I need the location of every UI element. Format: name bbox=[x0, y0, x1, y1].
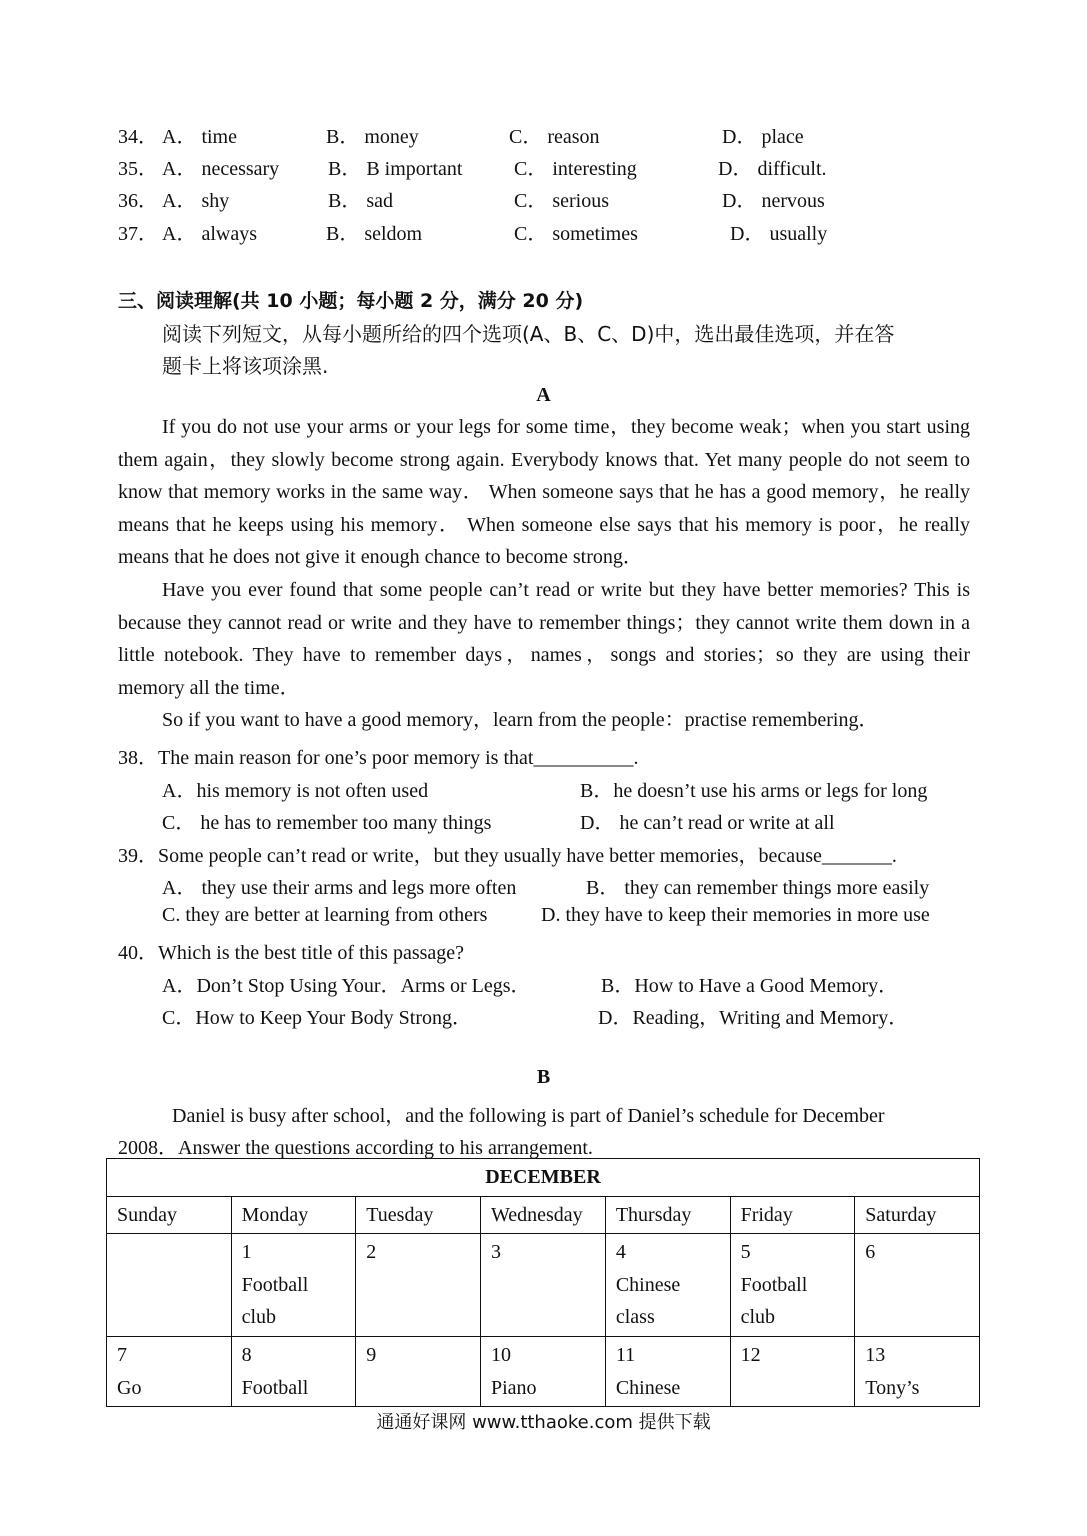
day-cell bbox=[356, 1336, 481, 1406]
weekday-cell: Friday bbox=[730, 1196, 855, 1234]
option-b: B． B important bbox=[328, 158, 463, 180]
option-d: D． difficult. bbox=[718, 158, 827, 180]
day-activity: Football bbox=[740, 1273, 808, 1296]
day-number: 8 bbox=[241, 1343, 252, 1366]
day-activity: Go bbox=[117, 1376, 142, 1399]
question-option: D． he can’t read or write at all bbox=[580, 812, 835, 834]
option-a: A． shy bbox=[162, 190, 230, 212]
day-cell bbox=[605, 1336, 730, 1406]
weekday-row bbox=[107, 1196, 980, 1234]
question-option: A．Don’t Stop Using Your．Arms or Legs． bbox=[162, 975, 531, 997]
option-a: A． time bbox=[162, 126, 237, 148]
calendar-month: DECEMBER bbox=[107, 1159, 980, 1197]
day-activity: Chinese bbox=[615, 1273, 681, 1296]
week-row bbox=[107, 1336, 980, 1406]
day-number: 12 bbox=[740, 1343, 761, 1366]
question-option: C． he has to remember too many things bbox=[162, 812, 492, 834]
passage-b-intro: Daniel is busy after school，and the following is part of Daniel’s schedule for December bbox=[172, 1105, 885, 1127]
question-stem: 40．Which is the best title of this passage? bbox=[118, 942, 465, 964]
day-cell bbox=[730, 1336, 855, 1406]
day-cell bbox=[855, 1234, 980, 1337]
question-option: B．he doesn’t use his arms or legs for long bbox=[580, 780, 928, 802]
day-number: 13 bbox=[865, 1343, 886, 1366]
question-option: D. they have to keep their memories in more use bbox=[541, 904, 930, 926]
page-footer: 通通好课网 www.tthaoke.com 提供下载 bbox=[376, 1412, 711, 1433]
passage-heading: A bbox=[536, 384, 551, 406]
paragraph: Have you ever found that some people can’t read or write but they have better memories? This is because they cannot read or write and they have to remember things；they cannot write them down in a little notebook. They have to remember days，names，songs and stories；so they are using their memory all the time． bbox=[118, 578, 970, 699]
weekday-cell: Thursday bbox=[605, 1196, 730, 1234]
question-stem: 39．Some people can’t read or write，but they usually have better memories，because_______. bbox=[118, 845, 897, 867]
question-option: B． they can remember things more easily bbox=[586, 877, 930, 899]
choice-number: 37． bbox=[118, 223, 158, 245]
day-number: 2 bbox=[366, 1241, 377, 1264]
day-cell bbox=[356, 1234, 481, 1337]
day-activity bbox=[117, 1301, 221, 1334]
day-cell bbox=[855, 1336, 980, 1406]
day-number: 6 bbox=[865, 1241, 876, 1264]
day-number: 7 bbox=[117, 1343, 127, 1366]
day-cell bbox=[107, 1336, 232, 1406]
day-activity: Chinese bbox=[615, 1376, 681, 1399]
weekday-cell: Tuesday bbox=[356, 1196, 481, 1234]
option-c: C． sometimes bbox=[514, 223, 638, 245]
day-cell bbox=[231, 1336, 356, 1406]
day-cell bbox=[730, 1234, 855, 1337]
day-activity: Football bbox=[241, 1376, 309, 1399]
section-instruction: 题卡上将该项涂黑. bbox=[162, 354, 329, 378]
option-c: C． interesting bbox=[514, 158, 637, 180]
choice-number: 36． bbox=[118, 190, 158, 212]
option-b: B． seldom bbox=[326, 223, 423, 245]
day-activity: Football bbox=[241, 1273, 309, 1296]
option-c: C． reason bbox=[509, 126, 600, 148]
section-instruction: 阅读下列短文，从每小题所给的四个选项(A、B、C、D)中，选出最佳选项，并在答 bbox=[162, 322, 895, 346]
option-d: D． nervous bbox=[722, 190, 825, 212]
day-cell bbox=[231, 1234, 356, 1337]
week-row bbox=[107, 1234, 980, 1337]
schedule-table bbox=[106, 1158, 980, 1407]
section-title: 三、阅读理解(共 10 小题；每小题 2 分，满分 20 分) bbox=[118, 290, 584, 312]
question-stem: 38．The main reason for one’s poor memory is that__________. bbox=[118, 747, 639, 769]
day-cell bbox=[107, 1234, 232, 1337]
option-d: D． usually bbox=[730, 223, 828, 245]
option-a: A． necessary bbox=[162, 158, 280, 180]
choice-number: 34． bbox=[118, 126, 158, 148]
weekday-cell: Monday bbox=[231, 1196, 356, 1234]
day-number: 5 bbox=[740, 1241, 751, 1264]
day-cell bbox=[605, 1234, 730, 1337]
question-option: D．Reading，Writing and Memory． bbox=[598, 1007, 909, 1029]
weekday-cell: Sunday bbox=[107, 1196, 232, 1234]
weekday-cell: Wednesday bbox=[480, 1196, 605, 1234]
option-b: B． sad bbox=[328, 190, 393, 212]
passage-a-body bbox=[118, 411, 970, 737]
option-c: C． serious bbox=[514, 190, 609, 212]
day-number: 10 bbox=[490, 1343, 511, 1366]
day-cell bbox=[480, 1336, 605, 1406]
day-number: 3 bbox=[490, 1241, 501, 1264]
question-option: A． they use their arms and legs more often bbox=[162, 877, 517, 899]
passage-heading: B bbox=[536, 1066, 551, 1088]
option-d: D． place bbox=[722, 126, 804, 148]
day-number: 11 bbox=[615, 1343, 636, 1366]
option-b: B． money bbox=[326, 126, 419, 148]
paragraph: If you do not use your arms or your legs for some time，they become weak；when you start using them again，they slowly become strong again. Everybody knows that. Yet many people do not seem to know that memory works in the same way． When someone says that he has a good memory，he really means that he keeps using his memory． When someone else says that his memory is poor，he really means that he does not give it enough chance to become strong． bbox=[118, 416, 970, 569]
day-activity: Piano bbox=[490, 1376, 537, 1399]
question-option: C. they are better at learning from others bbox=[162, 904, 488, 926]
question-option: C．How to Keep Your Body Strong． bbox=[162, 1007, 473, 1029]
day-activity: Tony’s bbox=[865, 1376, 920, 1399]
day-activity bbox=[117, 1269, 221, 1302]
weekday-cell: Saturday bbox=[855, 1196, 980, 1234]
day-number: 9 bbox=[366, 1343, 377, 1366]
paragraph: So if you want to have a good memory，learn from the people：practise remembering． bbox=[162, 709, 879, 732]
question-option: B．How to Have a Good Memory． bbox=[601, 975, 899, 997]
day-cell bbox=[480, 1234, 605, 1337]
passage-b-intro: 2008．Answer the questions according to his arrangement. bbox=[118, 1137, 593, 1159]
choice-number: 35． bbox=[118, 158, 158, 180]
day-activity: club bbox=[740, 1306, 776, 1329]
day-activity: club bbox=[241, 1306, 277, 1329]
day-number: 1 bbox=[241, 1241, 252, 1264]
day-number bbox=[117, 1236, 221, 1269]
option-a: A． always bbox=[162, 223, 257, 245]
question-option: A．his memory is not often used bbox=[162, 780, 429, 802]
day-number: 4 bbox=[615, 1241, 626, 1264]
day-activity: class bbox=[615, 1306, 655, 1329]
